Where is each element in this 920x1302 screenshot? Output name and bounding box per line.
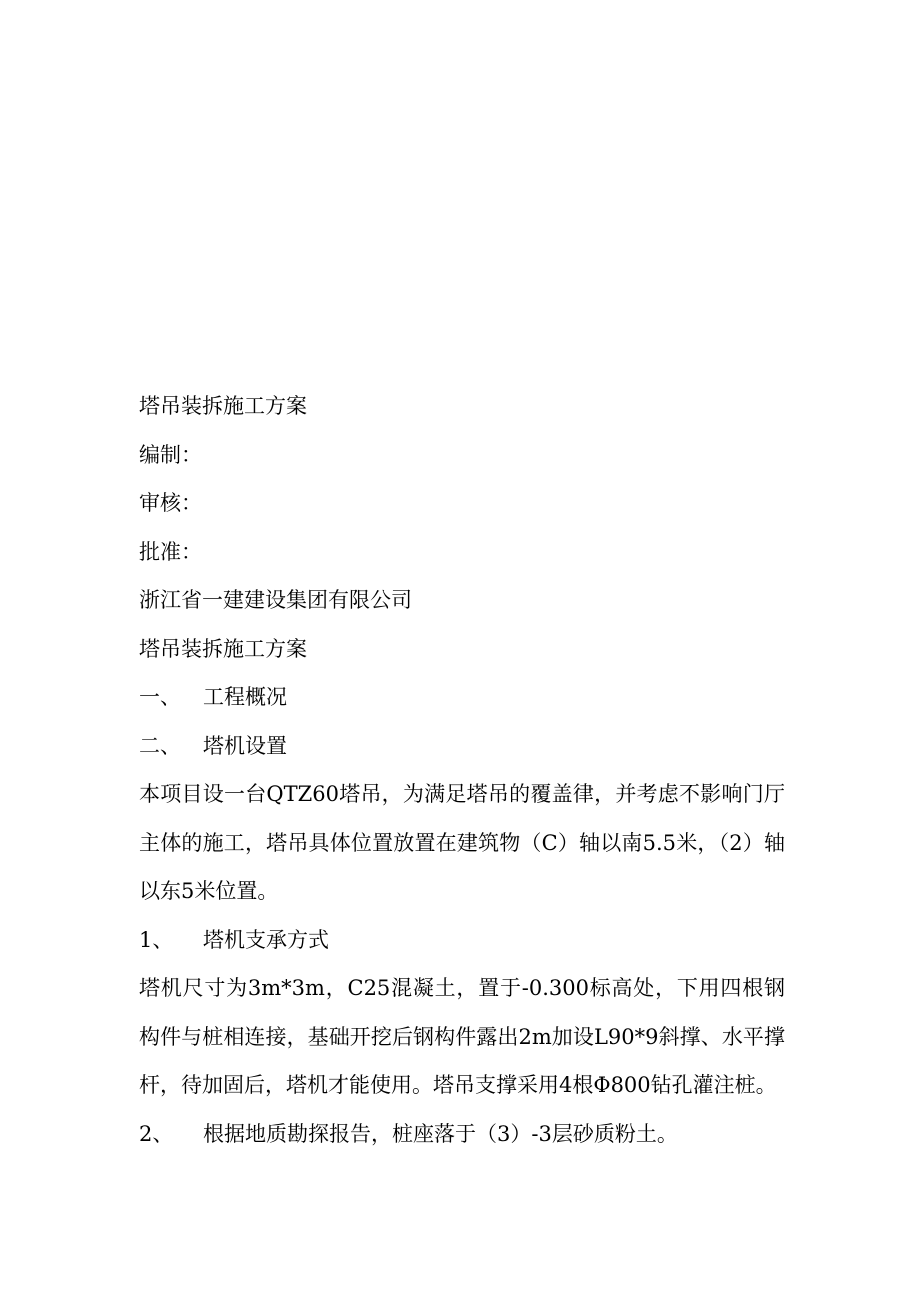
main-title: 塔吊装拆施工方案 [139, 636, 307, 661]
reviewed-by-label: 审核： [139, 491, 202, 515]
item-title: 塔机支承方式 [203, 927, 329, 952]
document-body [139, 382, 785, 1158]
item-heading-support-method [139, 916, 785, 965]
item-number: 1、 [139, 927, 174, 952]
item-heading-geology [139, 1110, 785, 1159]
approved-by-label: 批准： [139, 539, 202, 564]
section-title: 工程概况 [203, 685, 287, 709]
section-number: 一、 [139, 685, 181, 709]
cover-title: 塔吊装拆施工方案 [139, 394, 307, 418]
section-heading-tower-setup [139, 722, 785, 771]
item-number: 2、 [139, 1121, 174, 1146]
section2-paragraph: 本项目设一台QTZ60塔吊，为满足塔吊的覆盖律，并考虑不影响门厅主体的施工，塔吊具体位置放置在建筑物（C）轴以南5.5米，（2）轴以东5米位置。 [139, 782, 785, 903]
company-name: 浙江省一建建设集团有限公司 [139, 588, 412, 612]
item1-paragraph: 塔机尺寸为3m*3m，C25混凝土，置于-0.300标高处，下用四根钢构件与桩相连接，基础开挖后钢构件露出2m加设L90*9斜撑、水平撑杆，待加固后，塔机才能使用。塔吊支撑采用4根Φ800钻孔灌注桩。 [139, 976, 785, 1097]
section-number: 二、 [139, 733, 181, 758]
section-heading-overview [139, 673, 785, 722]
compiled-by-label: 编制： [139, 442, 202, 467]
item-title: 根据地质勘探报告，桩座落于（3）-3层砂质粉土。 [203, 1121, 678, 1146]
section-title: 塔机设置 [203, 733, 287, 758]
